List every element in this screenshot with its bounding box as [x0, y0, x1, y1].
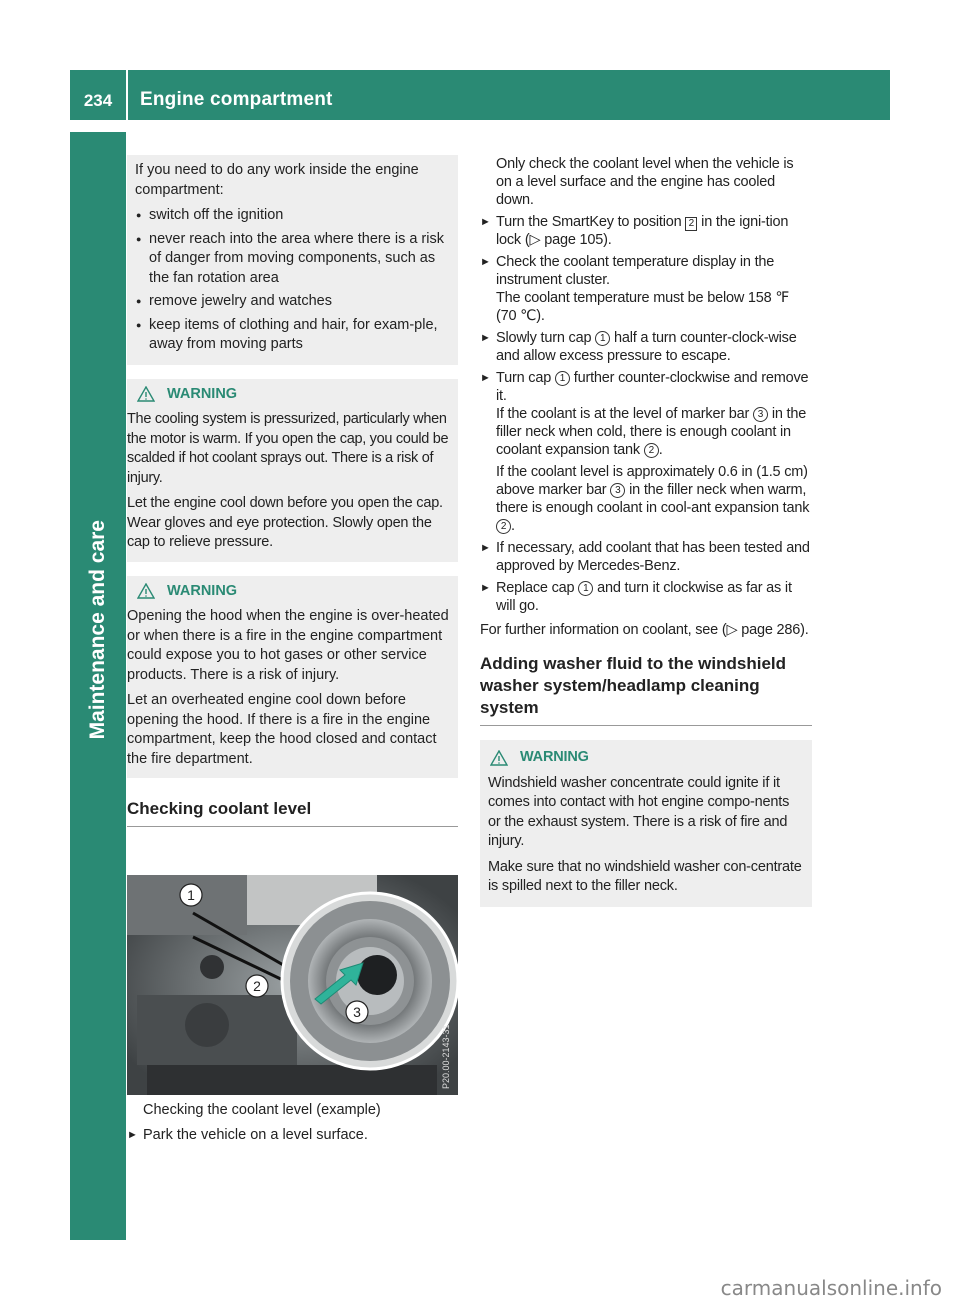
engine-illustration [127, 875, 458, 1095]
instruction-continued: Only check the coolant level when the vehicle is on a level surface and the engine has cooled down. [496, 156, 794, 208]
list-item: ● remove jewelry and watches [135, 292, 450, 312]
page-reference-link[interactable]: ▷ page 105 [529, 232, 604, 248]
warning-text: Make sure that no windshield washer con-centrate is spilled next to the filler neck. [488, 858, 802, 894]
warning-heading: WARNING [127, 582, 450, 602]
callout-2: 2 [253, 978, 261, 994]
list-item: ● never reach into the area where there is a risk of danger from moving components, such as the fan rotation area [135, 230, 450, 289]
instruction-step: ► Slowly turn cap 1 half a turn counter-clock-wise and allow excess pressure to escape. [480, 329, 812, 365]
warning-text: Opening the hood when the engine is over-heated or when there is a fire in the engine compartment could expose you to hot gases or other service products. There is a risk of injury. [127, 608, 449, 683]
watermark-text: carmanualsonline.info [720, 1276, 942, 1300]
list-item: ● keep items of clothing and hair, for exam-ple, away from moving parts [135, 316, 450, 355]
work-precautions-box [127, 155, 458, 365]
warning-heading: WARNING [486, 748, 804, 768]
instruction-step: ► Park the vehicle on a level surface. [127, 1126, 458, 1146]
callout-3: 3 [353, 1004, 361, 1020]
callout-3-badge: 3 [753, 407, 768, 422]
callout-1-badge: 1 [595, 331, 610, 346]
instruction-step: ► Replace cap 1 and turn it clockwise as far as it will go. [480, 579, 812, 615]
heading-checking-coolant: Checking coolant level [127, 798, 458, 827]
chapter-side-label-wrap [86, 301, 122, 740]
callout-3-badge: 3 [610, 483, 625, 498]
further-info-text: For further information on coolant, see (▷ page 286). [480, 622, 809, 638]
warning-box-pressure [127, 379, 458, 562]
page-number: 234 [83, 91, 113, 110]
warning-text: Windshield washer concentrate could ignite if it comes into contact with hot engine compo-nents or the exhaust system. There is a risk of fire and injury. [488, 774, 790, 849]
warning-triangle-icon [490, 750, 508, 766]
warning-text: The cooling system is pressurized, particularly when the motor is warm. If you open the cap, you could be scalded if hot coolant sprays out. There is a risk of injury. [127, 411, 449, 486]
figure-code: P20.00-2143-31 [441, 1024, 451, 1089]
engine-compartment-figure [127, 875, 458, 1095]
callout-1-badge: 1 [555, 371, 570, 386]
callout-1-badge: 1 [578, 581, 593, 596]
instruction-step: ► Turn cap 1 further counter-clockwise and remove it. If the coolant is at the level of marker bar 3 in the filler neck when cold, there is enough coolant in coolant expansion tank 2 . If the coolant level is approximately 0.6 in (1.5 cm) above marker bar 3 in the filler neck when warm, there is enough coolant in cool-ant expansion tank 2 . [480, 369, 812, 535]
warning-heading: WARNING [127, 385, 458, 405]
instruction-step: ► Check the coolant temperature display in the instrument cluster. The coolant temperature must be below 158 ℉ (70 ℃). [480, 253, 812, 325]
key-position-2-badge: 2 [685, 217, 697, 231]
instruction-step: ► Turn the SmartKey to position 2 in the igni-tion lock (▷ page 105). [480, 213, 812, 249]
figure-caption: Checking the coolant level (example) [143, 1102, 381, 1118]
precautions-lead: If you need to do any work inside the engine compartment: [135, 162, 419, 198]
warning-box-overheating [127, 576, 458, 779]
list-item: ● switch off the ignition [135, 206, 450, 226]
callout-2-badge: 2 [644, 443, 659, 458]
right-column [480, 155, 812, 907]
callout-1: 1 [187, 887, 195, 903]
left-column-bottom [127, 1101, 458, 1145]
warning-box-washer [480, 740, 812, 907]
warning-text: Let the engine cool down before you open the cap. Wear gloves and eye protection. Slowly open the cap to relieve pressure. [127, 495, 443, 550]
warning-triangle-icon [137, 583, 155, 599]
left-column [127, 155, 458, 827]
warning-text: Let an overheated engine cool down before opening the hood. If there is a fire in the engine compartment, keep the hood closed and contact the fire department. [127, 692, 437, 767]
callout-2-badge: 2 [496, 519, 511, 534]
warning-triangle-icon [137, 386, 155, 402]
heading-washer-fluid: Adding washer fluid to the windshield washer system/headlamp cleaning system [480, 653, 812, 726]
section-title: Engine compartment [140, 89, 333, 110]
chapter-side-label: Maintenance and care [86, 520, 109, 740]
instruction-step: ► If necessary, add coolant that has been tested and approved by Mercedes-Benz. [480, 539, 812, 575]
header-divider [126, 70, 128, 120]
